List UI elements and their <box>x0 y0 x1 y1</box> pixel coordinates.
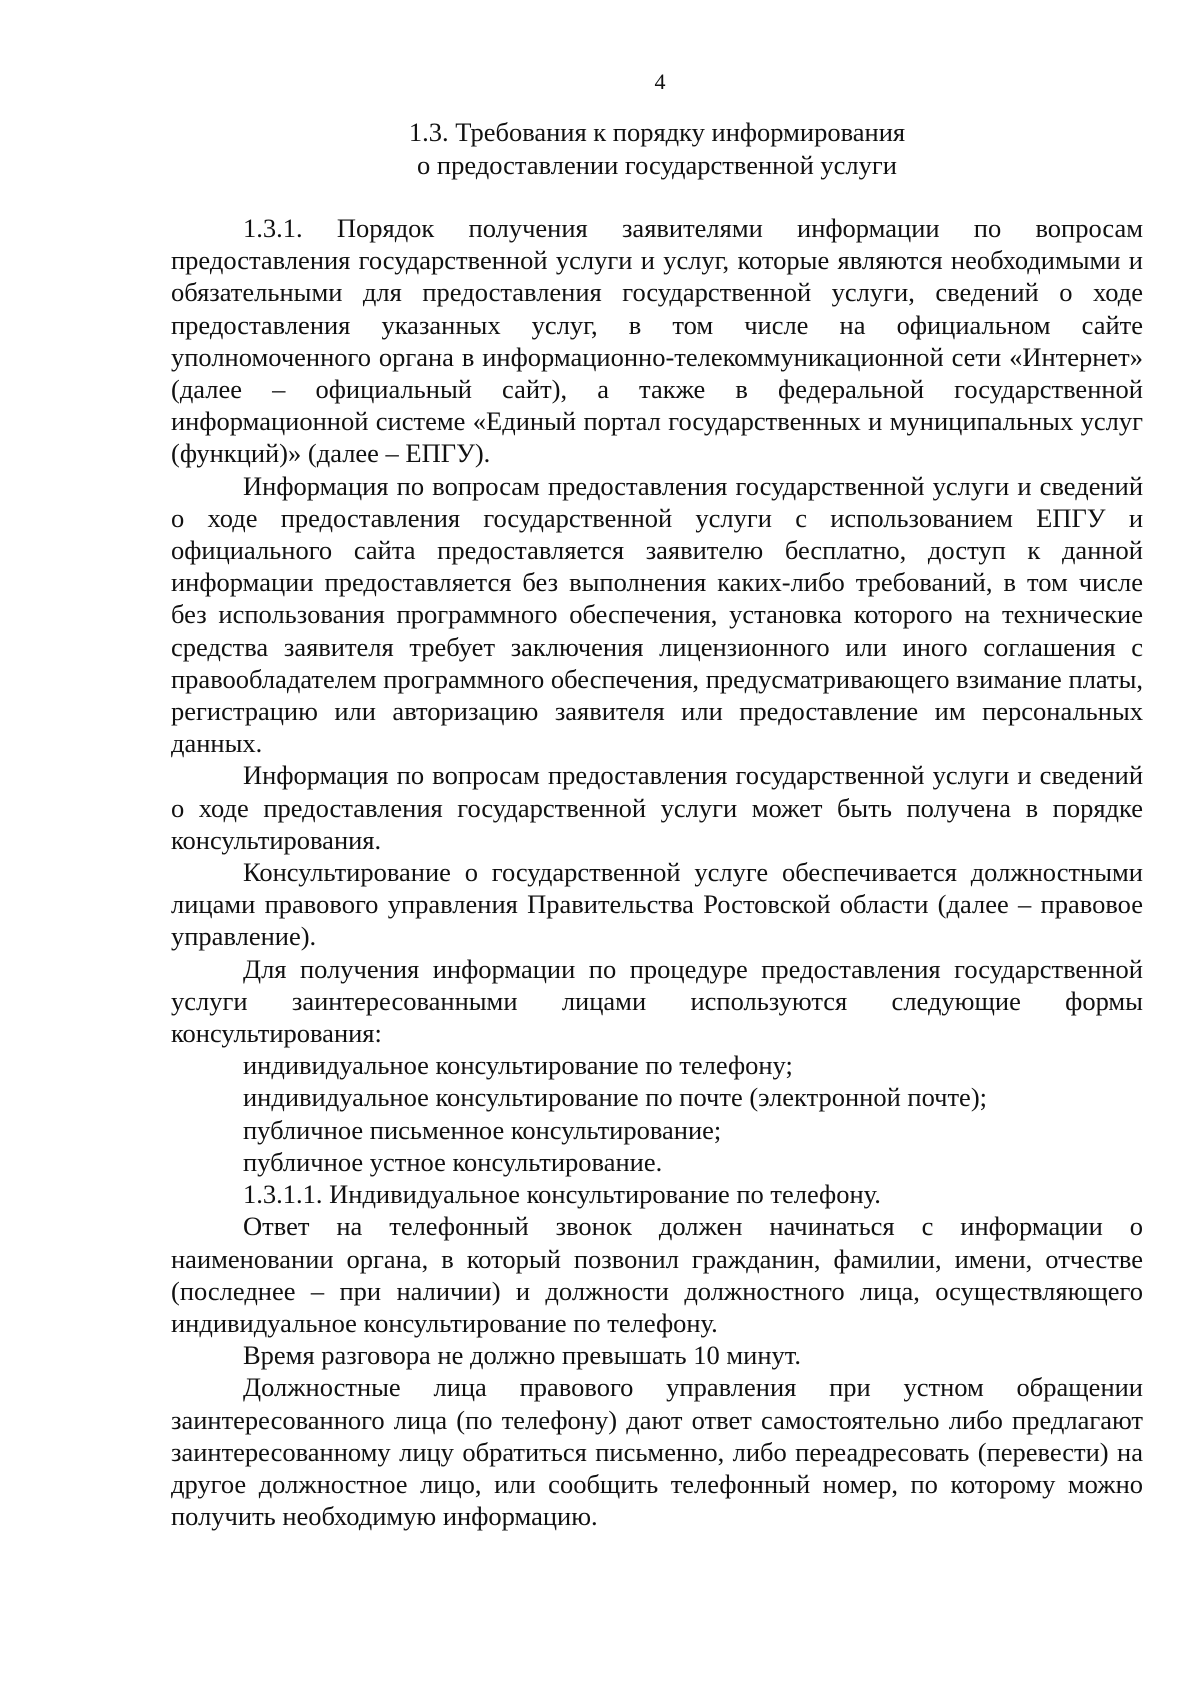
list-item-4: публичное устное консультирование. <box>243 1146 663 1177</box>
paragraph-2: Информация по вопросам предоставления государственной услуги и сведений о ходе предоставления государственной услуги с использованием ЕПГУ и официального сайта предоставляется заявителю бесплатно, доступ к данной информации предоставляется без выполнения каких-либо требований, в том числе без использования программного обеспечения, установка которого на технические средства заявителя требует заключения лицензионного или иного соглашения с правообладателем программного обеспечения, предусматривающего взимание платы, регистрацию или авторизацию заявителя или предоставление им персональных данных. <box>171 470 1143 759</box>
list-item-1: индивидуальное консультирование по телефону; <box>243 1050 793 1081</box>
paragraph-7: Время разговора не должно превышать 10 минут. <box>243 1340 801 1371</box>
paragraph-3: Информация по вопросам предоставления государственной услуги и сведений о ходе предоставления государственной услуги может быть получена в порядке консультирования. <box>171 760 1143 855</box>
paragraph-5: Для получения информации по процедуре предоставления государственной услуги заинтересованными лицами используются следующие формы консультирования: <box>171 953 1143 1049</box>
page-number: 4 <box>654 69 666 94</box>
list-item-2: индивидуальное консультирование по почте (электронной почте); <box>243 1082 988 1113</box>
section-heading-line-2: о предоставлении государственной услуги <box>417 150 897 180</box>
paragraph-1: 1.3.1. Порядок получения заявителями информации по вопросам предоставления государственной услуги и услуг, которые являются необходимыми и обязательными для предоставления государственной услуги, сведений о ходе предоставления указанных услуг, в том числе на официальном сайте уполномоченного органа в информационно-телекоммуникационной сети «Интернет» (далее – официальный сайт), а также в федеральной государственной информационной системе «Единый портал государственных и муниципальных услуг (функций)» (далее – ЕПГУ). <box>171 213 1143 469</box>
paragraph-8: Должностные лица правового управления при устном обращении заинтересованного лица (по телефону) дают ответ самостоятельно либо предлагают заинтересованному лицу обратиться письменно, либо переадресовать (перевести) на другое должностное лицо, или сообщить телефонный номер, по которому можно получить необходимую информацию. <box>171 1372 1143 1532</box>
paragraph-6: Ответ на телефонный звонок должен начинаться с информации о наименовании органа, в который позвонил гражданин, фамилии, имени, отчестве (последнее – при наличии) и должности должностного лица, осуществляющего индивидуальное консультирование по телефону. <box>171 1211 1143 1338</box>
list-item-3: публичное письменное консультирование; <box>243 1114 722 1145</box>
section-heading <box>171 116 1143 182</box>
section-heading-line-1: 1.3. Требования к порядку информирования <box>408 117 906 147</box>
subsection-title: 1.3.1.1. Индивидуальное консультирование по телефону. <box>243 1179 881 1210</box>
paragraph-4: Консультирование о государственной услуге обеспечивается должностными лицами правового управления Правительства Ростовской области (далее – правовое управление). <box>171 857 1143 952</box>
document-body <box>171 212 1143 1532</box>
